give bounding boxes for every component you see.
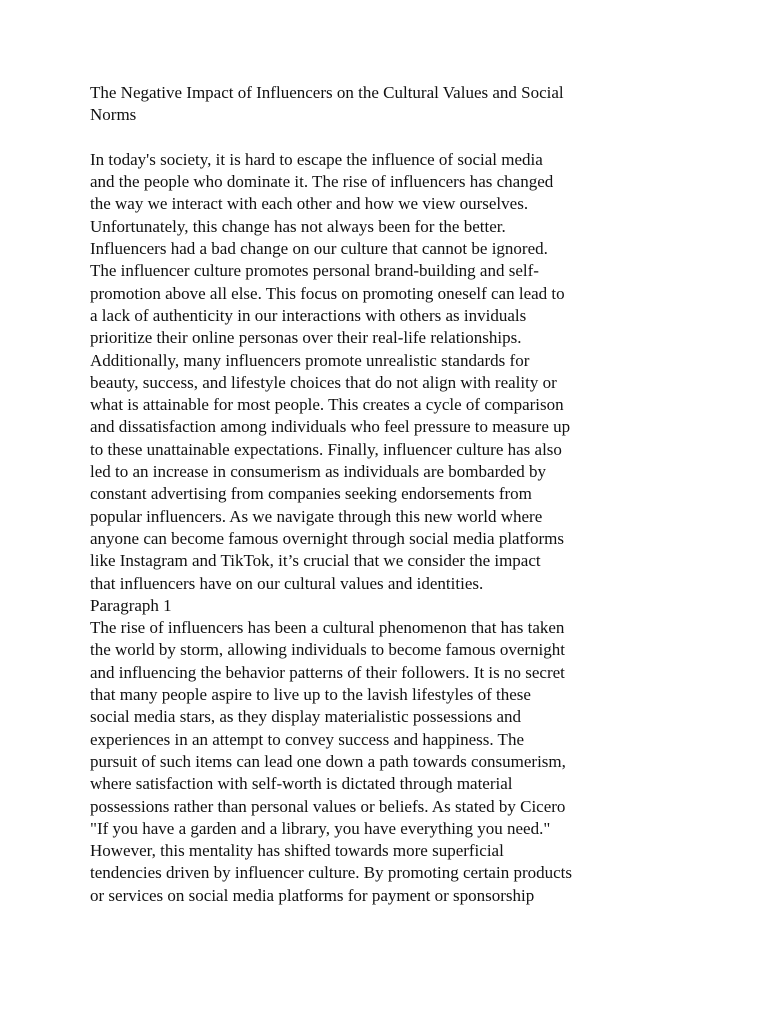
text-line: promotion above all else. This focus on promoting oneself can lead to (90, 283, 565, 303)
text-line: the way we interact with each other and how we view ourselves. (90, 194, 529, 214)
text-line: The influencer culture promotes personal brand-building and self- (90, 261, 539, 281)
text-line: a lack of authenticity in our interactions with others as inviduals (90, 305, 527, 325)
text-line: that influencers have on our cultural values and identities. (90, 573, 484, 593)
text-line: or services on social media platforms for payment or sponsorship (90, 885, 535, 905)
text-line: the world by storm, allowing individuals to become famous overnight (90, 640, 565, 660)
document-title (90, 82, 690, 127)
blank-line (90, 127, 690, 149)
title-line: Norms (90, 105, 137, 125)
text-line: anyone can become famous overnight through social media platforms (90, 528, 564, 548)
text-line: where satisfaction with self-worth is dictated through material (90, 774, 513, 794)
text-line: beauty, success, and lifestyle choices that do not align with reality or (90, 372, 557, 392)
text-line: led to an increase in consumerism as individuals are bombarded by (90, 462, 547, 482)
text-line: to these unattainable expectations. Finally, influencer culture has also (90, 439, 562, 459)
text-line: However, this mentality has shifted towards more superficial (90, 841, 504, 861)
text-line: Additionally, many influencers promote unrealistic standards for (90, 350, 530, 370)
text-line: In today's society, it is hard to escape the influence of social media (90, 149, 543, 169)
text-line: and the people who dominate it. The rise of influencers has changed (90, 172, 554, 192)
paragraph-1 (90, 617, 690, 907)
section-heading: Paragraph 1 (90, 595, 172, 615)
text-line: that many people aspire to live up to the lavish lifestyles of these (90, 685, 531, 705)
text-line: and dissatisfaction among individuals who feel pressure to measure up (90, 417, 571, 437)
text-line: constant advertising from companies seeking endorsements from (90, 484, 532, 504)
text-line: social media stars, as they display materialistic possessions and (90, 707, 522, 727)
text-line: "If you have a garden and a library, you have everything you need." (90, 818, 551, 838)
document-page (90, 82, 690, 907)
text-line: tendencies driven by influencer culture. By promoting certain products (90, 863, 572, 883)
text-line: popular influencers. As we navigate through this new world where (90, 506, 543, 526)
text-line: Unfortunately, this change has not always been for the better. (90, 216, 506, 236)
text-line: Influencers had a bad change on our culture that cannot be ignored. (90, 239, 548, 259)
text-line: what is attainable for most people. This creates a cycle of comparison (90, 395, 564, 415)
intro-paragraph (90, 149, 690, 595)
text-line: pursuit of such items can lead one down a path towards consumerism, (90, 751, 566, 771)
title-line: The Negative Impact of Influencers on the Cultural Values and Social (90, 83, 564, 102)
text-line: experiences in an attempt to convey success and happiness. The (90, 729, 524, 749)
text-line: prioritize their online personas over their real-life relationships. (90, 328, 522, 348)
text-line: possessions rather than personal values or beliefs. As stated by Cicero (90, 796, 566, 816)
text-line: like Instagram and TikTok, it’s crucial that we consider the impact (90, 551, 541, 571)
text-line: The rise of influencers has been a cultural phenomenon that has taken (90, 618, 565, 638)
text-line: and influencing the behavior patterns of their followers. It is no secret (90, 662, 565, 682)
